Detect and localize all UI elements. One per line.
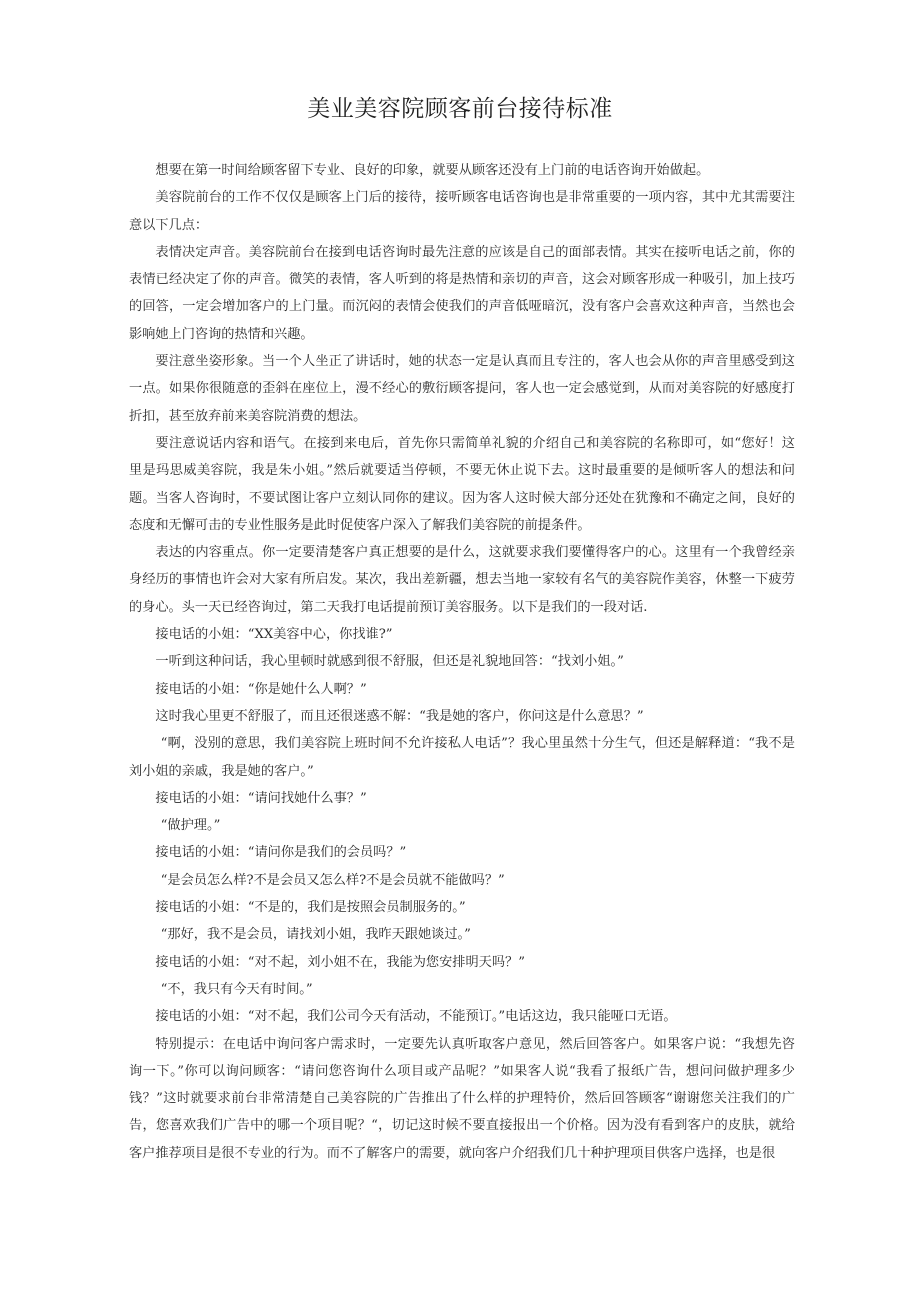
dialogue-line: 接电话的小姐：“不是的，我们是按照会员制服务的。” [155,900,466,916]
dialogue-line: 接电话的小姐：“请问找她什么事？” [155,790,367,806]
paragraph-speech-content: 要注意说话内容和语气。在接到来电后，首先你只需简单礼貌的介绍自己和美容院的名称即可，如“您好！这里是玛思威美容院，我是朱小姐。”然后就要适当停顿，不要无休止说下去。这时最重要的是倾听客人的想法和问题。当客人咨询时，不要试图让客户立刻认同你的建议。因为客人这时候大部分还处在犹豫和不确定之间，良好的态度和无懈可击的专业性服务是此时促使客户深入了解我们美容院的前提条件。 [129,435,795,533]
document-body [129,157,795,1167]
paragraph-intro: 想要在第一时间给顾客留下专业、良好的印象，就要从顾客还没有上门前的电话咨询开始做起。 [155,163,710,178]
dialogue-line: “是会员怎么样?不是会员又怎么样?不是会员就不能做吗？” [160,872,505,888]
dialogue-line: 这时我心里更不舒服了，而且还很迷惑不解：“我是她的客户，你问这是什么意思？” [155,708,644,724]
dialogue-line: 接电话的小姐：“请问你是我们的会员吗？” [155,845,407,861]
paragraph-special-tip: 特别提示：在电话中询问客户需求时，一定要先认真听取客户意见，然后回答客户。如果客户说：“我想先咨询一下。”你可以询问顾客：“请问您咨询什么项目或产品呢？”如果客人说“我看了报纸广告，想问问做护理多少钱？”这时就要求前台非常清楚自己美容院的广告推出了什么样的护理特价，然后回答顾客“谢谢您关注我们的广告，您喜欢我们广告中的哪一个项目呢？“，切记这时候不要直接报出一个价格。因为没有看到客户的皮肤，就给客户推荐项目是很不专业的行为。而不了解客户的需要，就向客户介绍我们几十种护理项目供客户选择，也是很 [129,1036,795,1161]
dialogue-line: 一听到这种问话，我心里顿时就感到很不舒服，但还是礼貌地回答：“找刘小姐。” [155,654,624,670]
paragraph-phone-importance: 美容院前台的工作不仅仅是顾客上门后的接待，接听顾客电话咨询也是非常重要的一项内容，其中尤其需要注意以下几点： [129,190,795,233]
dialogue-line: “做护理。” [160,818,221,834]
dialogue-line: 接电话的小姐：“XX美容中心，你找谁?” [155,627,393,643]
paragraph-expression: 表情决定声音。美容院前台在接到电话咨询时最先注意的应该是自己的面部表情。其实在接听电话之前，你的表情已经决定了你的声音。微笑的表情，客人听到的将是热情和亲切的声音，这会对顾客形成一种吸引，加上技巧的回答，一定会增加客户的上门量。而沉闷的表情会使我们的声音低哑暗沉，没有客户会喜欢这种声音，当然也会影响她上门咨询的热情和兴趣。 [129,244,795,342]
dialogue-line: “啊，没别的意思，我们美容院上班时间不允许接私人电话”？我心里虽然十分生气，但还是解释道：“我不是刘小姐的亲戚，我是她的客户。” [129,736,795,779]
dialogue-line: 接电话的小姐：“对不起，刘小姐不在，我能为您安排明天吗？” [155,954,525,970]
dialogue-line: “不，我只有今天有时间。” [160,981,313,997]
dialogue-line: 接电话的小姐：“对不起，我们公司今天有活动，不能预订。”电话这边，我只能哑口无语。 [155,1009,677,1025]
document-title: 美业美容院顾客前台接待标准 [307,96,613,122]
dialogue-line: 接电话的小姐：“你是她什么人啊？” [155,681,367,697]
paragraph-posture: 要注意坐姿形象。当一个人坐正了讲话时，她的状态一定是认真而且专注的，客人也会从你的声音里感受到这一点。如果你很随意的歪斜在座位上，漫不经心的敷衍顾客提问，客人也一定会感觉到，从而对美容院的好感度打折扣，甚至放弃前来美容院消费的想法。 [129,354,795,424]
dialogue-line: “那好，我不是会员，请找刘小姐，我昨天跟她谈过。” [160,927,471,943]
paragraph-key-points: 表达的内容重点。你一定要清楚客户真正想要的是什么，这就要求我们要懂得客户的心。这里有一个我曾经亲身经历的事情也许会对大家有所启发。某次，我出差新疆，想去当地一家较有名气的美容院作美容，休整一下疲劳的身心。头一天已经咨询过，第二天我打电话提前预订美容服务。以下是我们的一段对话. [129,545,795,615]
